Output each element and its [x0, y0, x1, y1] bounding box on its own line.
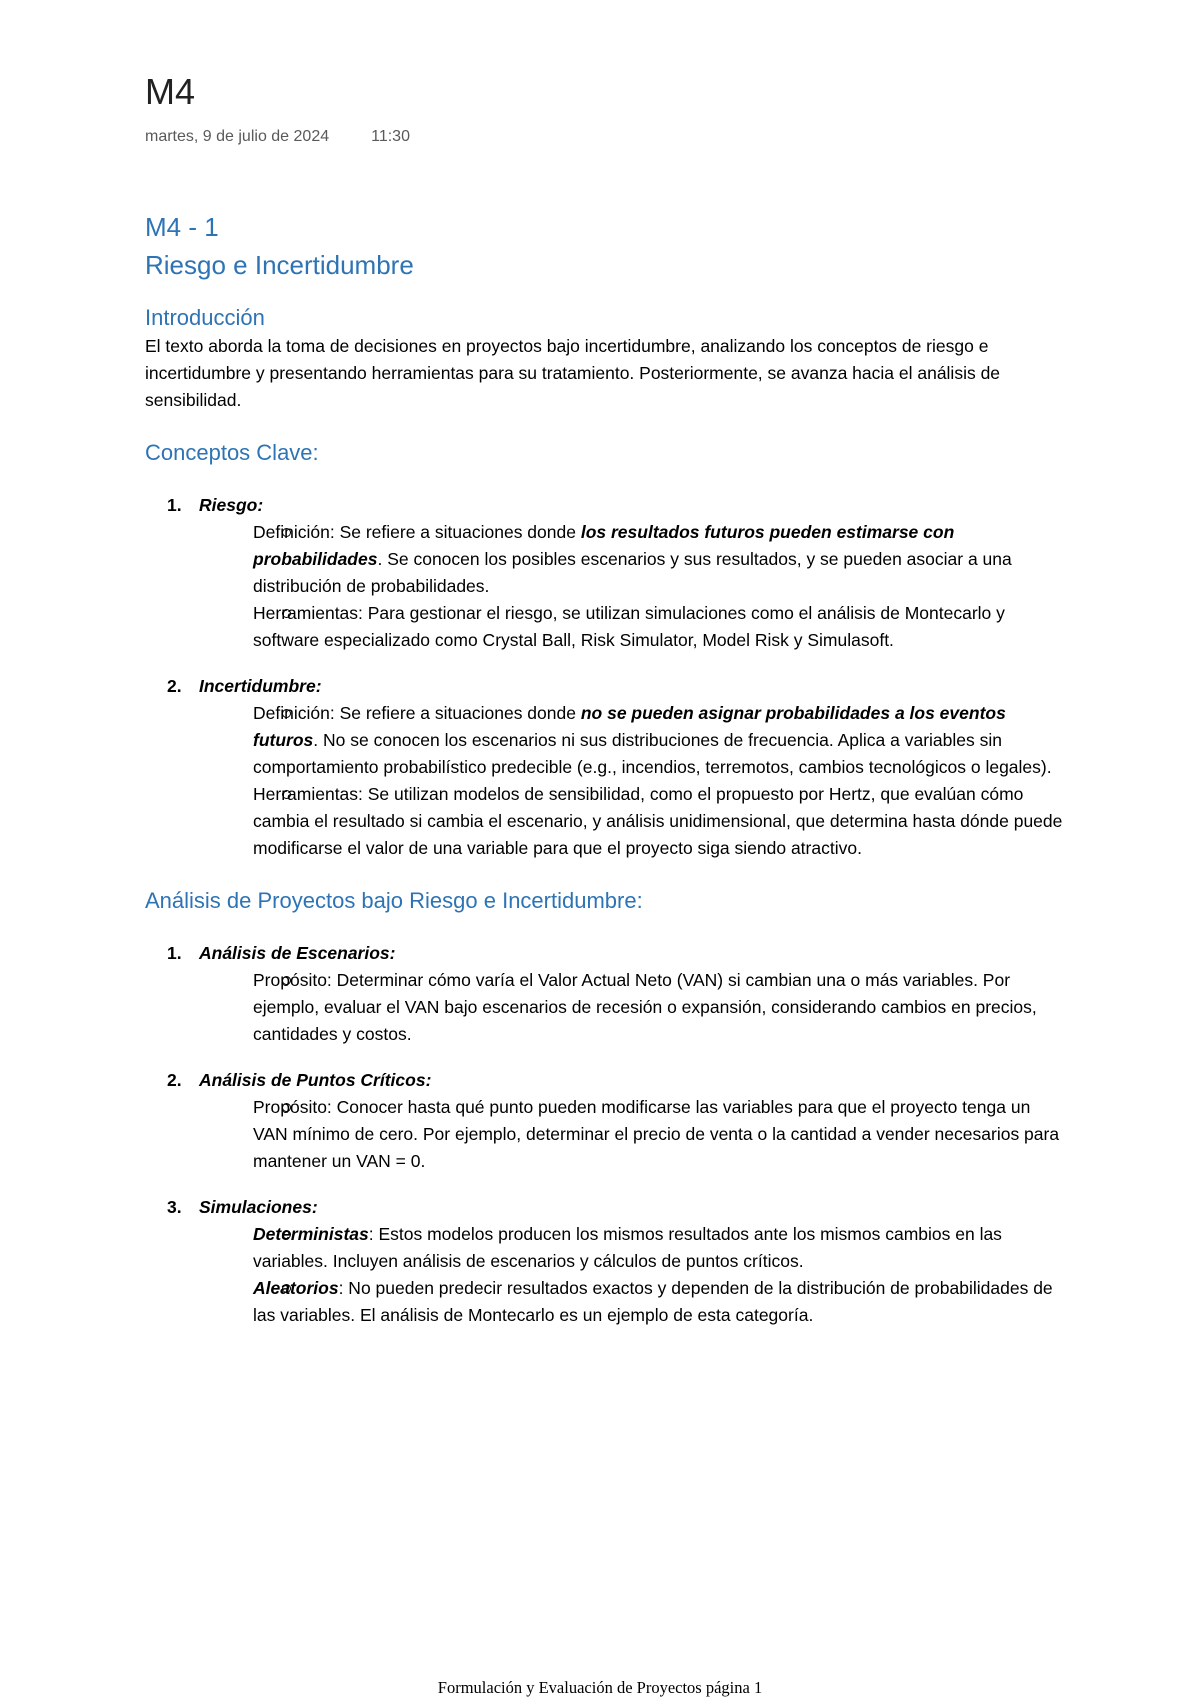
sub-list-item: Definición: Se refiere a situaciones donde los resultados futuros pueden estimarse con probabilidades. Se conocen los posibles escenarios y sus resultados, y se pueden asociar a una distribución de probabilidades.	[253, 522, 1012, 596]
list-item	[145, 1194, 1065, 1329]
list-item	[145, 1067, 1065, 1175]
item-title: Riesgo:	[199, 495, 264, 515]
analisis-list	[145, 940, 1065, 1329]
page-footer: Formulación y Evaluación de Proyectos página 1	[437, 1678, 763, 1697]
circle-bullet-icon	[282, 528, 291, 537]
sub-list-item: Propósito: Conocer hasta qué punto pueden modificarse las variables para que el proyecto tenga un VAN mínimo de cero. Por ejemplo, determinar el precio de venta o la cantidad a vender necesarios para mantener un VAN = 0.	[253, 1097, 1060, 1171]
page-time: 11:30	[371, 128, 410, 145]
sub-list	[199, 519, 1065, 654]
conceptos-heading: Conceptos Clave:	[145, 440, 319, 465]
item-number: 1.	[167, 943, 182, 963]
page-date: martes, 9 de julio de 2024	[145, 128, 330, 145]
analisis-heading: Análisis de Proyectos bajo Riesgo e Incertidumbre:	[145, 888, 643, 913]
list-item	[145, 940, 1065, 1048]
sub-list	[199, 1221, 1065, 1329]
item-title: Análisis de Escenarios:	[199, 943, 396, 963]
item-title: Análisis de Puntos Críticos:	[199, 1070, 432, 1090]
sub-list-item: Herramientas: Se utilizan modelos de sensibilidad, como el propuesto por Hertz, que evalúan cómo cambia el resultado si cambia el escenario, y análisis unidimensional, que determina hasta dónde puede modificarse el valor de una variable para que el proyecto siga siendo atractivo.	[253, 784, 1063, 858]
intro-text: El texto aborda la toma de decisiones en proyectos bajo incertidumbre, analizando los conceptos de riesgo e incertidumbre y presentando herramientas para su tratamiento. Posteriormente, se avanza hacia el análisis de sensibilidad.	[145, 336, 1001, 410]
circle-bullet-icon	[282, 1103, 291, 1112]
circle-bullet-icon	[282, 1284, 291, 1293]
item-title: Incertidumbre:	[199, 676, 322, 696]
sub-list-item: Herramientas: Para gestionar el riesgo, se utilizan simulaciones como el análisis de Montecarlo y software especializado como Crystal Ball, Risk Simulator, Model Risk y Simulasoft.	[253, 603, 1005, 650]
sub-list	[199, 700, 1065, 862]
sub-list	[199, 1094, 1065, 1175]
item-number: 3.	[167, 1197, 182, 1217]
page-title: M4	[145, 71, 196, 112]
circle-bullet-icon	[282, 790, 291, 799]
item-number: 2.	[167, 676, 182, 696]
sub-list-item: Propósito: Determinar cómo varía el Valor Actual Neto (VAN) si cambian una o más variables. Por ejemplo, evaluar el VAN bajo escenarios de recesión o expansión, considerando cambios en precios, cantidades y costos.	[253, 970, 1037, 1044]
page-meta	[145, 128, 1065, 146]
circle-bullet-icon	[282, 1230, 291, 1239]
conceptos-list	[145, 492, 1065, 862]
sub-list-item: Aleatorios: No pueden predecir resultados exactos y dependen de la distribución de probabilidades de las variables. El análisis de Montecarlo es un ejemplo de esta categoría.	[253, 1278, 1053, 1325]
item-number: 2.	[167, 1070, 182, 1090]
circle-bullet-icon	[282, 709, 291, 718]
item-title: Simulaciones:	[199, 1197, 318, 1217]
list-item	[145, 673, 1065, 862]
intro-heading: Introducción	[145, 305, 265, 330]
item-number: 1.	[167, 495, 182, 515]
section-title-line2: Riesgo e Incertidumbre	[145, 250, 414, 280]
document-page	[145, 70, 1065, 1329]
sub-list-item: Definición: Se refiere a situaciones donde no se pueden asignar probabilidades a los eventos futuros. No se conocen los escenarios ni sus distribuciones de frecuencia. Aplica a variables sin comportamiento probabilístico predecible (e.g., incendios, terremotos, cambios tecnológicos o legales).	[253, 703, 1052, 777]
sub-list	[199, 967, 1065, 1048]
list-item	[145, 492, 1065, 654]
circle-bullet-icon	[282, 976, 291, 985]
sub-list-item: Deterministas: Estos modelos producen los mismos resultados ante los mismos cambios en las variables. Incluyen análisis de escenarios y cálculos de puntos críticos.	[253, 1224, 1002, 1271]
section-title-line1: M4 - 1	[145, 212, 219, 242]
circle-bullet-icon	[282, 609, 291, 618]
